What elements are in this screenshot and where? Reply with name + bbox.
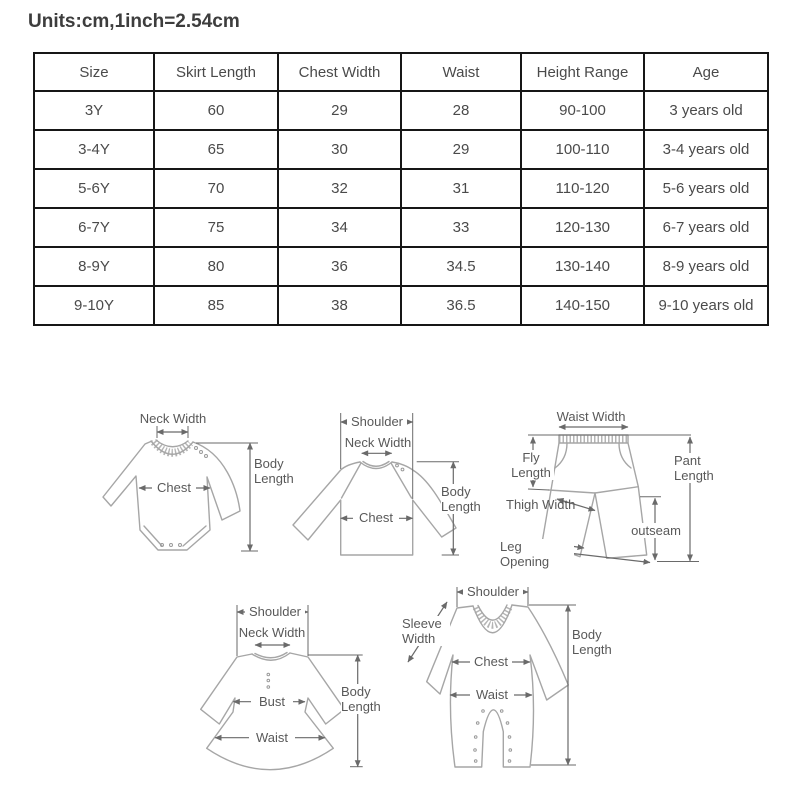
top-chest-label: Chest <box>353 510 399 525</box>
table-row <box>34 169 768 208</box>
col-header-waist: Waist <box>401 53 521 91</box>
cell-size: 8-9Y <box>34 247 154 286</box>
cell-age: 5-6 years old <box>644 169 768 208</box>
cell-waist: 33 <box>401 208 521 247</box>
page-title: Units:cm,1inch=2.54cm <box>28 11 240 32</box>
dress-neck-width-label: Neck Width <box>238 625 306 640</box>
cell-height-range: 100-110 <box>521 130 644 169</box>
cell-height-range: 90-100 <box>521 91 644 130</box>
cell-size: 9-10Y <box>34 286 154 325</box>
cell-size: 6-7Y <box>34 208 154 247</box>
cell-chest-width: 29 <box>278 91 401 130</box>
table-row <box>34 130 768 169</box>
table-row <box>34 247 768 286</box>
cell-skirt-length: 80 <box>154 247 278 286</box>
dress-waist-label: Waist <box>249 730 295 745</box>
col-header-size: Size <box>34 53 154 91</box>
dress-shoulder-label: Shoulder <box>245 604 305 619</box>
cell-height-range: 130-140 <box>521 247 644 286</box>
pants-waist-width-label: Waist Width <box>553 409 629 424</box>
cell-chest-width: 36 <box>278 247 401 286</box>
cell-chest-width: 30 <box>278 130 401 169</box>
romper-shoulder-label: Shoulder <box>463 584 523 599</box>
col-header-height-range: Height Range <box>521 53 644 91</box>
cell-age: 6-7 years old <box>644 208 768 247</box>
dress-body-length-label: Body Length <box>341 684 387 714</box>
cell-waist: 29 <box>401 130 521 169</box>
romper-chest-label: Chest <box>470 654 512 669</box>
cell-chest-width: 38 <box>278 286 401 325</box>
pants-thigh-width-label: Thigh Width <box>506 497 576 512</box>
pants-leg-opening-label: Leg Opening <box>500 539 574 569</box>
cell-skirt-length: 75 <box>154 208 278 247</box>
bodysuit-neck-width-label: Neck Width <box>139 411 207 426</box>
pants-outseam-label: outseam <box>629 523 683 538</box>
cell-height-range: 140-150 <box>521 286 644 325</box>
cell-height-range: 120-130 <box>521 208 644 247</box>
size-table <box>33 52 769 326</box>
cell-chest-width: 34 <box>278 208 401 247</box>
romper-sleeve-width-label: Sleeve Width <box>402 616 450 646</box>
cell-waist: 31 <box>401 169 521 208</box>
measurement-diagrams <box>0 400 800 800</box>
bodysuit-outline <box>103 440 240 550</box>
cell-size: 3-4Y <box>34 130 154 169</box>
bodysuit-chest-label: Chest <box>152 480 196 495</box>
cell-chest-width: 32 <box>278 169 401 208</box>
cell-age: 8-9 years old <box>644 247 768 286</box>
table-header-row <box>34 53 768 91</box>
pants-pant-length-label: Pant Length <box>674 453 720 483</box>
top-shoulder-label: Shoulder <box>347 414 407 429</box>
snap-buttons <box>474 710 512 763</box>
cell-age: 3-4 years old <box>644 130 768 169</box>
cell-skirt-length: 60 <box>154 91 278 130</box>
cell-skirt-length: 85 <box>154 286 278 325</box>
cell-height-range: 110-120 <box>521 169 644 208</box>
romper-dimension-arrows <box>408 587 576 765</box>
cell-waist: 28 <box>401 91 521 130</box>
placket-buttons <box>267 673 270 688</box>
dress-outline <box>201 653 345 770</box>
cell-age: 3 years old <box>644 91 768 130</box>
table-row <box>34 286 768 325</box>
cell-waist: 34.5 <box>401 247 521 286</box>
table-row <box>34 91 768 130</box>
romper-waist-label: Waist <box>470 687 514 702</box>
bodysuit-body-length-label: Body Length <box>254 456 302 486</box>
table-row <box>34 208 768 247</box>
col-header-chest-width: Chest Width <box>278 53 401 91</box>
cell-age: 9-10 years old <box>644 286 768 325</box>
col-header-skirt-length: Skirt Length <box>154 53 278 91</box>
cell-skirt-length: 70 <box>154 169 278 208</box>
romper-diagram <box>400 585 620 785</box>
dress-bust-label: Bust <box>251 694 293 709</box>
cell-skirt-length: 65 <box>154 130 278 169</box>
romper-body-length-label: Body Length <box>572 627 620 657</box>
pants-fly-length-label: Fly Length <box>508 450 554 480</box>
cell-size: 3Y <box>34 91 154 130</box>
col-header-age: Age <box>644 53 768 91</box>
top-body-length-label: Body Length <box>441 484 489 514</box>
cell-size: 5-6Y <box>34 169 154 208</box>
top-neck-width-label: Neck Width <box>344 435 412 450</box>
cell-waist: 36.5 <box>401 286 521 325</box>
top-outline <box>293 462 456 556</box>
